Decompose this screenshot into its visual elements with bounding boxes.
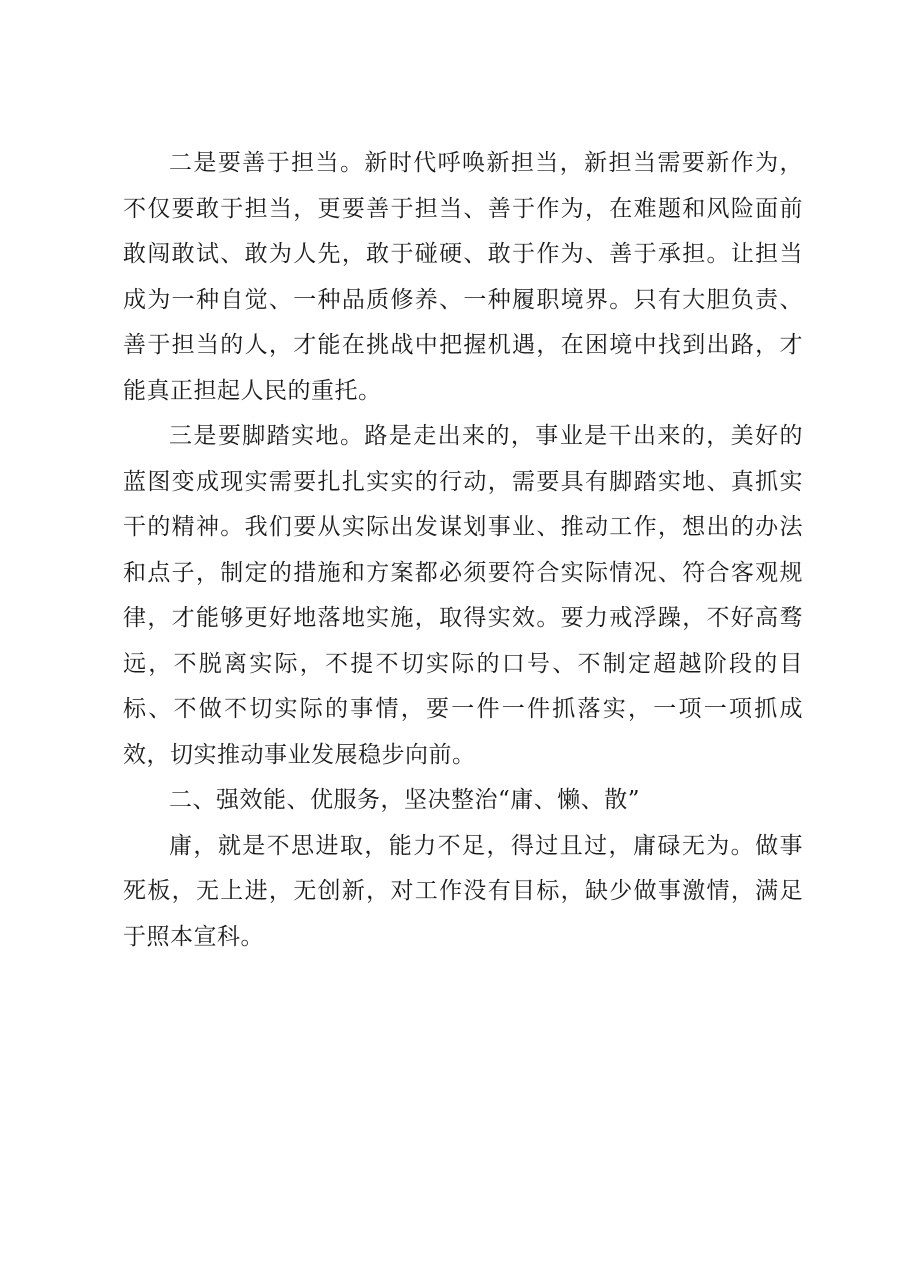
document-body [123, 141, 803, 960]
paragraph-down-to-earth: 三是要脚踏实地。路是走出来的，事业是干出来的，美好的蓝图变成现实需要扎扎实实的行动，需要具有脚踏实地、真抓实干的精神。我们要从实际出发谋划事业、推动工作，想出的办法和点子，制定的措施和方案都必须要符合实际情况、符合客观规律，才能够更好地落地实施，取得实效。要力戒浮躁，不好高骛远，不脱离实际，不提不切实际的口号、不制定超越阶段的目标、不做不切实际的事情，要一件一件抓落实，一项一项抓成效，切实推动事业发展稳步向前。 [123, 423, 803, 768]
section-heading: 二、强效能、优服务，坚决整治“庸、懒、散” [169, 787, 641, 813]
paragraph-mediocrity: 庸，就是不思进取，能力不足，得过且过，庸碌无为。做事死板，无上进，无创新，对工作没有目标，缺少做事激情，满足于照本宣科。 [123, 832, 803, 950]
paragraph-bear-responsibility: 二是要善于担当。新时代呼唤新担当，新担当需要新作为，不仅要敢于担当，更要善于担当、善于作为，在难题和风险面前敢闯敢试、敢为人先，敢于碰硬、敢于作为、善于承担。让担当成为一种自觉、一种品质修养、一种履职境界。只有大胆负责、善于担当的人，才能在挑战中把握机遇，在困境中找到出路，才能真正担起人民的重托。 [123, 150, 803, 404]
